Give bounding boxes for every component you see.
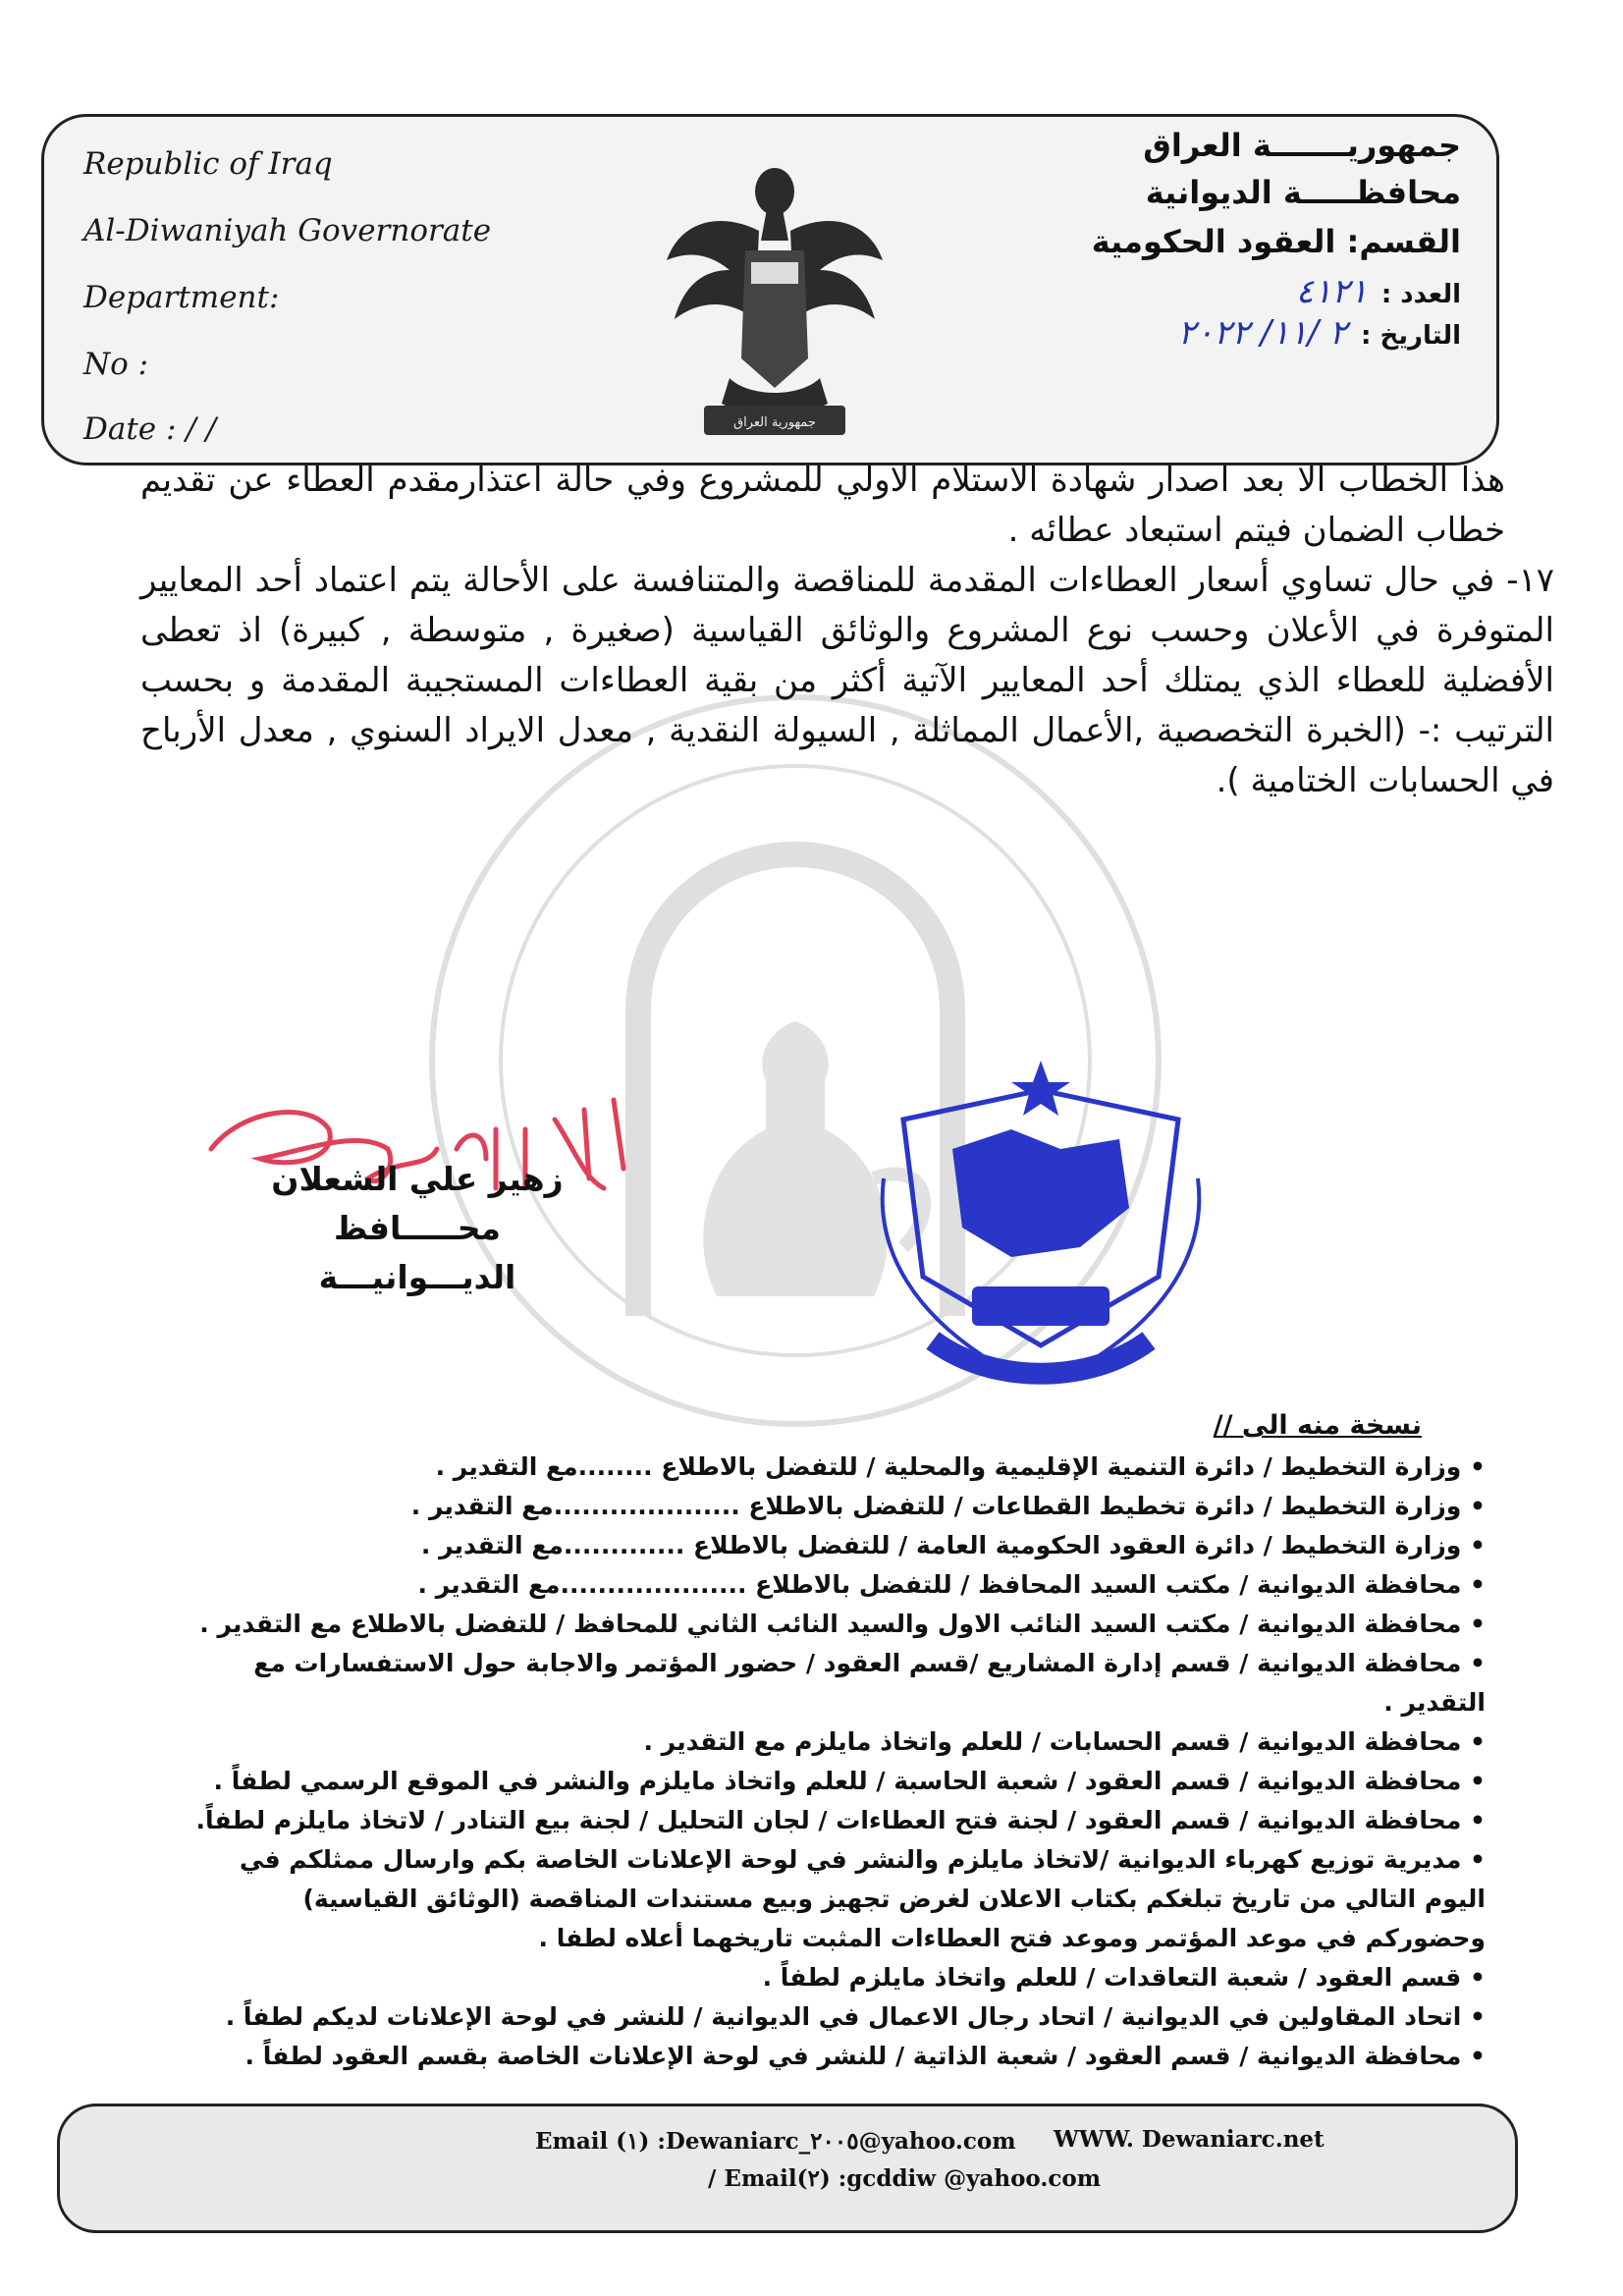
list-item: • محافظة الديوانية / قسم العقود / شعبة الذاتية / للنشر في لوحة الإعلانات الخاصة بقسم العقود لطفاً .	[180, 2037, 1486, 2076]
list-item: • محافظة الديوانية / قسم الحسابات / للعلم واتخاذ مايلزم مع التقدير .	[180, 1722, 1486, 1762]
item-17	[140, 556, 1554, 806]
body-text	[140, 456, 1555, 806]
en-number: No :	[83, 347, 149, 382]
ar-date-value: ٢ /١١/ ٢٠٢٢	[1177, 313, 1348, 353]
ar-country: جمهوريـــــــة العراق	[1143, 127, 1461, 164]
en-department: Department:	[83, 280, 280, 315]
signature-block	[236, 1155, 599, 1302]
item-17-text: في حال تساوي أسعار العطاءات المقدمة للمناقصة والمتنافسة على الأحالة يتم اعتماد أحد المعايير المتوفرة في الأعلان وحسب نوع المشروع والوثائق القياسية (صغيرة , متوسطة , كبيرة) اذ تعطى الأفضلية للعطاء الذي يمتلك أحد المعايير الآتية أكثر من بقية العطاءات المستجيبة المقدمة و بحسب الترتيب :- (الخبرة التخصصية ,الأعمال المماثلة , السيولة النقدية , معدل الايراد السنوي , معدل الأرباح في الحسابات الختامية ).	[140, 561, 1554, 800]
iraq-eagle-emblem-icon	[661, 152, 889, 447]
list-item: • محافظة الديوانية / مكتب السيد النائب الاول والسيد النائب الثاني للمحافظ / للتفضل بالاطلاع مع التقدير .	[180, 1605, 1486, 1644]
list-item: • محافظة الديوانية / قسم إدارة المشاريع /قسم العقود / حضور المؤتمر والاجابة حول الاستفسارات مع التقدير .	[180, 1644, 1486, 1722]
item-17-number: ١٧-	[1506, 561, 1555, 600]
copy-to-list	[180, 1448, 1486, 2076]
ar-department: القسم: العقود الحكومية	[1091, 223, 1461, 260]
en-country: Republic of Iraq	[83, 146, 333, 182]
ar-date	[1178, 313, 1461, 353]
copy-to-title: نسخة منه الى //	[1213, 1410, 1422, 1441]
list-item: • وزارة التخطيط / دائرة العقود الحكومية العامة / للتفضل بالاطلاع .............مع التقدير .	[180, 1526, 1486, 1565]
list-item: • محافظة الديوانية / قسم العقود / لجنة فتح العطاءات / لجان التحليل / لجنة بيع التنادر / لاتخاذ مايلزم لطفاً.	[180, 1801, 1486, 1840]
ar-number	[1296, 272, 1461, 311]
ar-governorate: محافظـــــة الديوانية	[1145, 174, 1461, 211]
list-item: • محافظة الديوانية / قسم العقود / شعبة الحاسبة / للعلم واتخاذ مايلزم والنشر في الموقع الرسمي لطفاً .	[180, 1762, 1486, 1801]
ar-date-label: التاريخ :	[1361, 321, 1461, 351]
footer-website: WWW. Dewaniarc.net	[1054, 2126, 1325, 2153]
ar-number-value: ٤١٢١	[1295, 272, 1368, 311]
letter-footer	[57, 2104, 1518, 2233]
ar-number-label: العدد :	[1380, 280, 1461, 309]
svg-text:جمهورية العراق: جمهورية العراق	[733, 415, 816, 430]
list-item: • اتحاد المقاولين في الديوانية / اتحاد رجال الاعمال في الديوانية / للنشر في لوحة الإعلانات لديكم لطفاً .	[180, 1997, 1486, 2037]
list-item: • قسم العقود / شعبة التعاقدات / للعلم واتخاذ مايلزم لطفاً .	[180, 1958, 1486, 1997]
footer-email-1: Email (١) :Dewaniarc_٢٠٠٥@yahoo.com	[535, 2128, 1016, 2155]
governor-name: زهير علي الشعلان	[271, 1160, 564, 1198]
outgoing-stamp-icon	[864, 1061, 1217, 1394]
footer-email-2: / Email(٢) :gcddiw @yahoo.com	[708, 2165, 1102, 2192]
list-item: • وزارة التخطيط / دائرة التنمية الإقليمية والمحلية / للتفضل بالاطلاع ........مع التقدير .	[180, 1448, 1486, 1487]
governor-title: محـــــافظ الديـــوانيـــة	[318, 1209, 516, 1296]
letterhead	[41, 114, 1499, 465]
continued-paragraph: هذا الخطاب الا بعد اصدار شهادة الاستلام الاولي للمشروع وفي حالة اعتذارمقدم العطاء عن تقديم خطاب الضمان فيتم استبعاد عطائه .	[140, 461, 1505, 550]
en-date: Date : / /	[83, 411, 217, 447]
list-item: • وزارة التخطيط / دائرة تخطيط القطاعات / للتفضل بالاطلاع ....................مع التقدير .	[180, 1487, 1486, 1526]
list-item: • محافظة الديوانية / مكتب السيد المحافظ / للتفضل بالاطلاع ....................مع التقدير .	[180, 1565, 1486, 1605]
list-item: • مديرية توزيع كهرباء الديوانية /لاتخاذ مايلزم والنشر في لوحة الإعلانات الخاصة بكم وارسال ممثلكم في اليوم التالي من تاريخ تبلغكم بكتاب الاعلان لغرض تجهيز وبيع مستندات المناقصة (الوثائق القياسية) وحضوركم في موعد المؤتمر وموعد فتح العطاءات المثبت تاريخهما أعلاه لطفا .	[180, 1840, 1486, 1958]
en-governorate: Al-Diwaniyah Governorate	[83, 213, 492, 248]
